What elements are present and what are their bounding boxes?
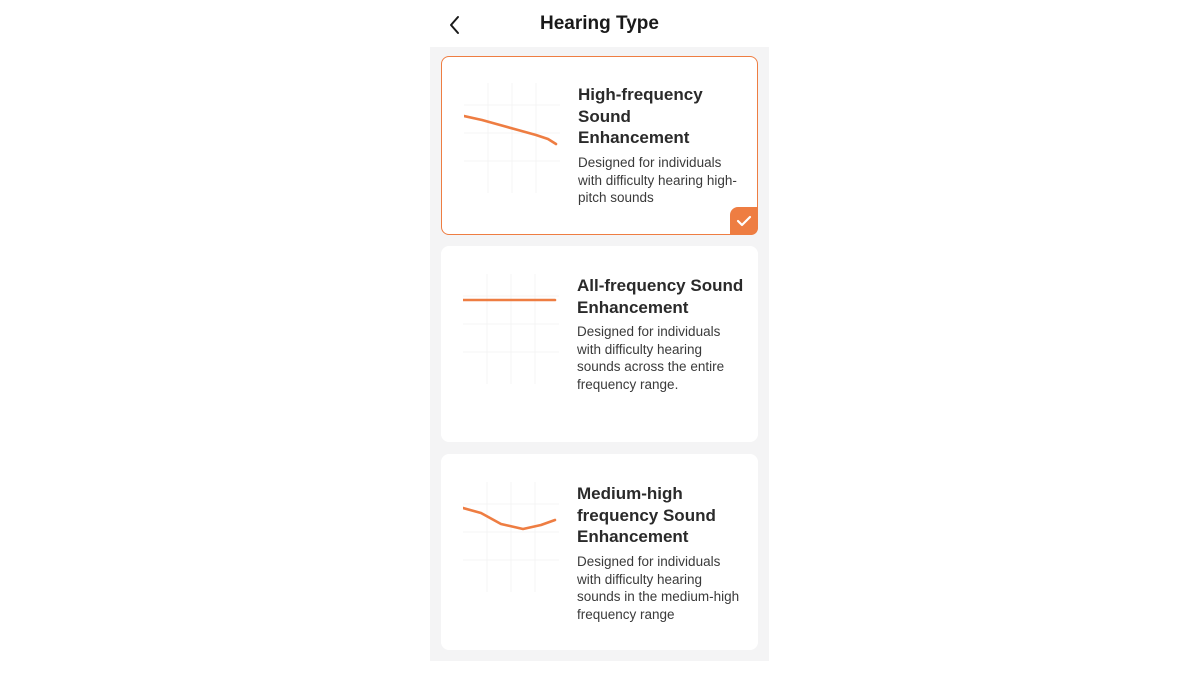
top-bar [430,0,769,48]
option-card-all-frequency[interactable] [441,246,758,442]
option-title: All-frequency Sound Enhancement [577,276,744,317]
options-list [430,47,769,661]
option-text [577,275,745,393]
selected-badge [730,207,758,235]
all-frequency-curve-graph [463,274,559,384]
option-description: Designed for individuals with difficulty hearing high-pitch sounds [578,155,737,206]
curve-line [463,508,555,529]
option-text [577,483,745,623]
option-description: Designed for individuals with difficulty hearing sounds across the entire frequency range. [577,324,725,392]
option-card-medium-high-frequency[interactable] [441,454,758,650]
checkmark-icon [736,215,752,227]
high-frequency-curve-graph [464,83,560,193]
curve-line [464,116,556,144]
medium-high-frequency-curve-graph [463,482,559,592]
option-text [578,84,746,207]
option-title: Medium-high frequency Sound Enhancement [577,484,716,547]
option-description: Designed for individuals with difficulty hearing sounds in the medium-high frequency range [577,554,740,622]
option-card-high-frequency[interactable] [441,56,758,235]
option-title: High-frequency Sound Enhancement [578,85,703,148]
page-title: Hearing Type [540,13,659,34]
